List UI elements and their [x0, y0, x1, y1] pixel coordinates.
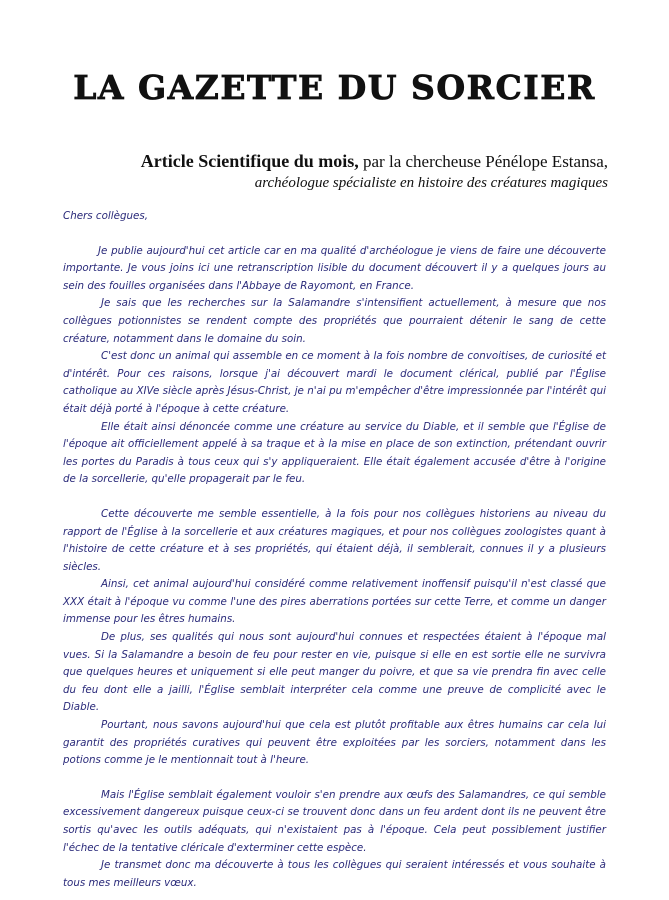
section-spacer — [63, 489, 606, 506]
article-title-line — [141, 150, 608, 173]
letter-paragraph: Pourtant, nous savons aujourd'hui que cela est plutôt profitable aux êtres humains car cela lui garantit des propriétés curatives qui peuvent être exploitées par les sorciers, notamment dans les potions comme je le mentionnait tout à l'heure. — [63, 719, 606, 767]
article-title: Article Scientifique du mois, — [140, 151, 359, 171]
article-subtitle: archéologue spécialiste en histoire des créatures magiques — [254, 175, 608, 191]
letter-paragraph: Je transmet donc ma découverte à tous les collègues qui seraient intéressés et vous souhaite à tous mes meilleurs vœux. — [63, 859, 606, 889]
letter-paragraph: De plus, ses qualités qui nous sont aujourd'hui connues et respectées étaient à l'époque mal vues. Si la Salamandre a besoin de feu pour rester en vie, puisque si elle en est sortie elle ne survivra que quelques heures et uniquement si elle peut manger du poivre, et que sa vie prendra fin avec celle du feu dont elle a jailli, l'Église semblait interpréter cela comme une preuve de complicité avec le Diable. — [63, 631, 606, 714]
letter-body — [63, 208, 606, 892]
article-header — [141, 150, 608, 193]
section-spacer — [63, 770, 606, 787]
letter-paragraph: Ainsi, cet animal aujourd'hui considéré comme relativement inoffensif puisqu'il n'est classé que XXX était à l'époque vu comme l'une des pires aberrations portées sur cette Terre, et comme un danger immense pour les êtres humains. — [63, 578, 606, 626]
letter-paragraph: Mais l'Église semblait également vouloir s'en prendre aux œufs des Salamandres, ce qui semble excessivement dangereux puisque ceux-ci se trouvent donc dans un feu ardent dont ils ne peuvent être sortis qu'avec les outils adéquats, qui n'existaient pas à l'époque. Cela peut possiblement justifier l'échec de la tentative cléricale d'exterminer cette espèce. — [63, 788, 606, 854]
letter-greeting: Chers collègues, — [63, 210, 148, 222]
letter-paragraph: Elle était ainsi dénoncée comme une créature au service du Diable, et il semble que l'Église de l'époque ait officiellement appelé à sa traque et à la mise en place de son extinction, prétendant ouvrir les portes du Paradis à tous ceux qui s'y appliqueraient. Elle était également accusée d'être à l'origine de la sorcellerie, qu'elle propagerait par le feu. — [63, 420, 606, 486]
gazette-masthead: LA GAZETTE DU SORCIER — [73, 68, 596, 107]
letter-paragraph: Je publie aujourd'hui cet article car en ma qualité d'archéologue je viens de faire une découverte importante. Je vous joins ici une retranscription lisible du document découvert il y a quelques jours au sein des fouilles organisées dans l'Abbaye de Rayomont, en France. — [63, 244, 606, 292]
article-byline: par la chercheuse Pénélope Estansa, — [358, 152, 608, 171]
letter-paragraph: C'est donc un animal qui assemble en ce moment à la fois nombre de convoitises, de curiosité et d'intérêt. Pour ces raisons, lorsque j'ai découvert mardi le document clérical, publié par l'Église catholique au XIVe siècle après Jésus-Christ, je n'ai pu m'empêcher d'être impressionnée par l'intérêt qui était déjà porté à l'époque à cette créature. — [63, 350, 606, 415]
letter-paragraph: Je sais que les recherches sur la Salamandre s'intensifient actuellement, à mesure que nos collègues potionnistes se rendent compte des propriétés que pourraient détenir le sang de cette créature, notamment dans le domaine du soin. — [63, 297, 606, 345]
letter-paragraph: Cette découverte me semble essentielle, à la fois pour nos collègues historiens au niveau du rapport de l'Église à la sorcellerie et aux créatures magiques, et pour nos collègues zoologistes quant à l'histoire de cette créature et à ses propriétés, qui étaient déjà, il semblerait, connues il y a plusieurs siècles. — [63, 507, 606, 573]
